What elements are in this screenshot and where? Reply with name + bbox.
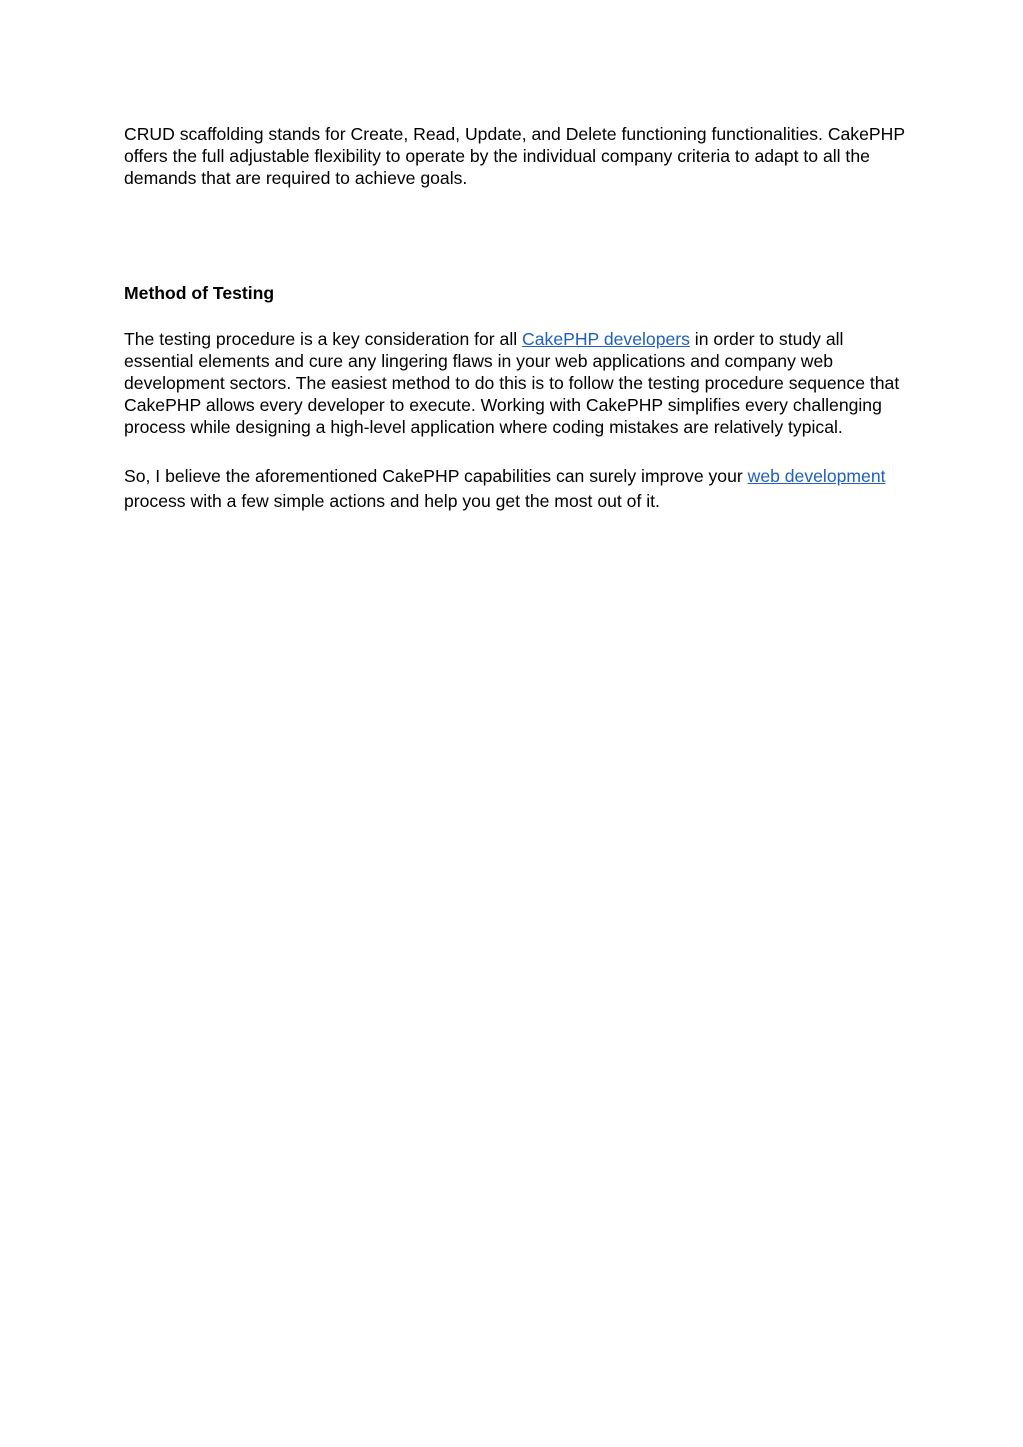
testing-paragraph (124, 328, 909, 438)
closing-paragraph (124, 464, 909, 514)
intro-paragraph: CRUD scaffolding stands for Create, Read, Update, and Delete functioning functionalities. CakePHP offers the full adjustable flexibility to operate by the individual company criteria to adapt to all the demands that are required to achieve goals. (124, 124, 905, 188)
web-development-link[interactable]: web development (747, 466, 886, 486)
cakephp-developers-link[interactable]: CakePHP developers (522, 329, 690, 349)
closing-text-before: So, I believe the aforementioned CakePHP capabilities can surely improve your (124, 466, 748, 486)
document-body (124, 123, 909, 514)
section-heading: Method of Testing (124, 283, 275, 303)
testing-text-after: in order to study all essential elements and cure any lingering flaws in your web applications and company web development sectors. The easiest method to do this is to follow the testing procedure sequence that CakePHP allows every developer to execute. Working with CakePHP simplifies every challenging process while designing a high-level application where coding mistakes are relatively typical. (124, 329, 900, 437)
closing-text-after: process with a few simple actions and help you get the most out of it. (124, 491, 660, 511)
testing-text-before: The testing procedure is a key consideration for all (124, 329, 523, 349)
